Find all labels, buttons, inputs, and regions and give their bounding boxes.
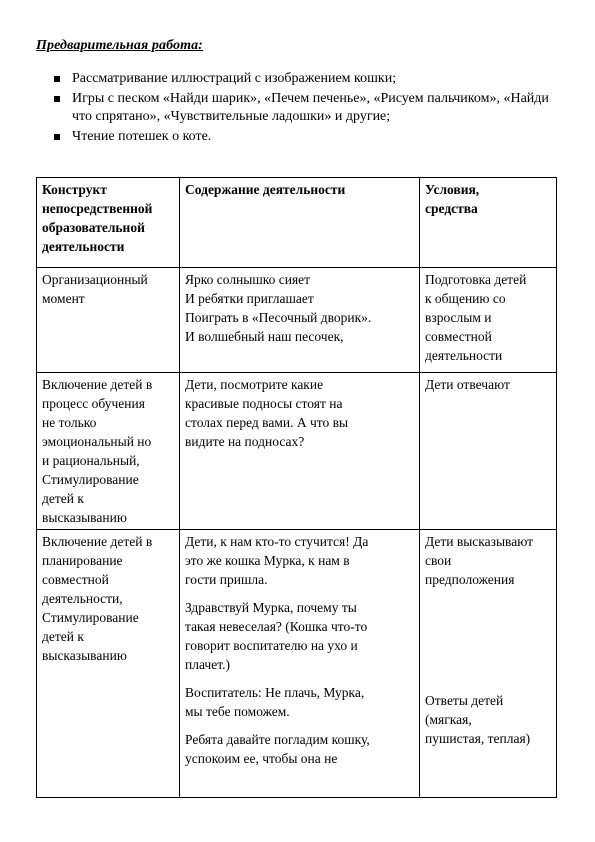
section-heading: Предварительная работа: xyxy=(36,38,203,53)
table-row xyxy=(37,268,557,373)
table-header-row xyxy=(37,178,557,268)
header-construct: Конструкт непосредственной образовательной деятельности xyxy=(37,178,180,268)
cell-content xyxy=(180,530,420,798)
table-row xyxy=(37,373,557,530)
header-content: Содержание деятельности xyxy=(180,178,420,268)
cell-conditions: Подготовка детей к общению со взрослым и совместной деятельности xyxy=(420,268,557,373)
list-item: Игры с песком «Найди шарик», «Печем печенье», «Рисуем пальчиком», «Найди что спрятано», «Чувствительные ладошки» и другие; xyxy=(50,90,550,126)
cell-content: Ярко солнышко сияет И ребятки приглашает Поиграть в «Песочный дворик». И волшебный наш песочек, xyxy=(180,268,420,373)
cell-conditions: Дети отвечают xyxy=(420,373,557,530)
cell-construct: Включение детей в процесс обучения не только эмоциональный но и рациональный, Стимулирование детей к высказыванию xyxy=(37,373,180,530)
cell-conditions: Дети высказывают свои предположения Ответы детей (мягкая, пушистая, теплая) xyxy=(420,530,557,798)
list-item: Рассматривание иллюстраций с изображением кошки; xyxy=(50,70,550,88)
content-paragraph: Воспитатель: Не плачь, Мурка, мы тебе поможем. xyxy=(185,685,365,720)
preparation-list xyxy=(50,70,550,148)
content-paragraph: Дети, к нам кто-то стучится! Да это же кошка Мурка, к нам в гости пришла. xyxy=(185,534,369,588)
bullet-square-icon xyxy=(54,134,60,140)
list-item: Чтение потешек о коте. xyxy=(50,128,550,146)
cell-construct: Включение детей в планирование совместной деятельности, Стимулирование детей к высказыванию xyxy=(37,530,180,798)
content-paragraph: Здравствуй Мурка, почему ты такая невеселая? (Кошка что-то говорит воспитателю на ухо и плачет.) xyxy=(185,600,368,673)
bullet-square-icon xyxy=(54,76,60,82)
activity-plan-table xyxy=(36,177,557,798)
table-row xyxy=(37,530,557,798)
content-paragraph: Ребята давайте погладим кошку, успокоим ее, чтобы она не xyxy=(185,732,370,767)
bullet-square-icon xyxy=(54,96,60,102)
cell-construct: Организационный момент xyxy=(37,268,180,373)
header-conditions: Условия, средства xyxy=(420,178,557,268)
cell-content: Дети, посмотрите какие красивые подносы стоят на столах перед вами. А что вы видите на подносах? xyxy=(180,373,420,530)
